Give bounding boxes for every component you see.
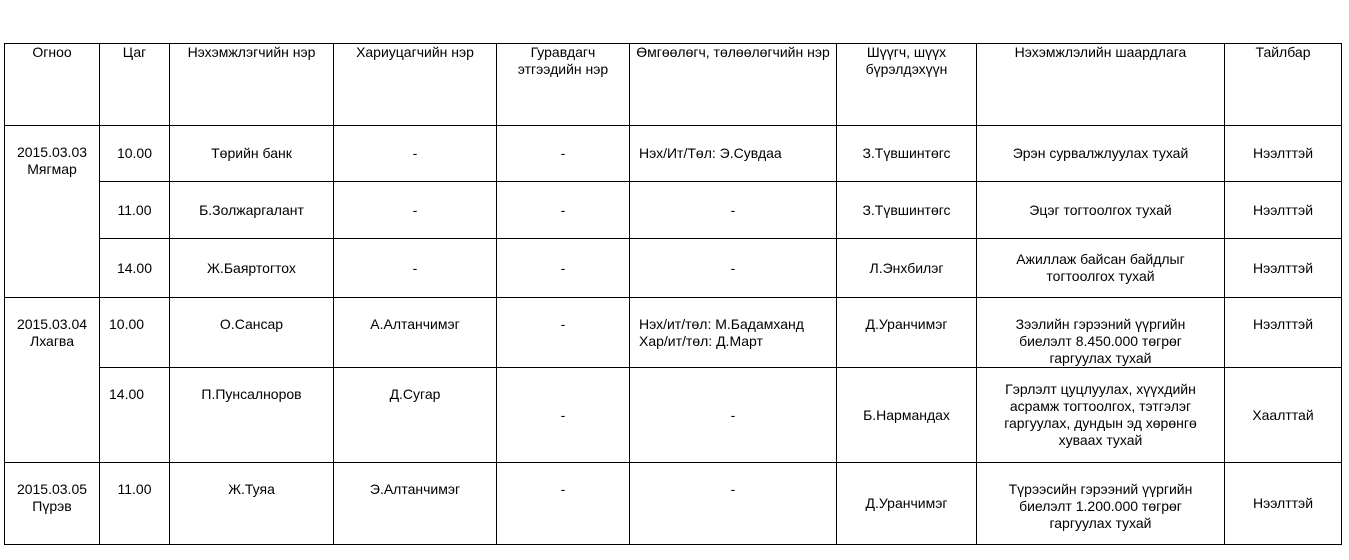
note-cell: Нээлттэй	[1225, 126, 1342, 182]
time-cell: 11.00	[100, 182, 170, 239]
judge-cell: Л.Энхбилэг	[837, 239, 977, 298]
time-cell: 10.00	[100, 298, 170, 368]
weekday-value: Пүрэв	[32, 498, 72, 514]
third-party-cell: -	[497, 298, 630, 368]
weekday-value: Лхагва	[30, 333, 74, 349]
plaintiff-cell: Ж.Туяа	[170, 463, 334, 545]
lawyer-cell: -	[630, 239, 837, 298]
time-cell: 10.00	[100, 126, 170, 182]
header-third-party: Гуравдагч этгээдийн нэр	[497, 44, 630, 126]
table-row	[5, 239, 1342, 298]
header-note: Тайлбар	[1225, 44, 1342, 126]
time-cell: 11.00	[100, 463, 170, 545]
date-value: 2015.03.05	[16, 481, 88, 497]
judge-cell: Д.Уранчимэг	[837, 463, 977, 545]
time-cell: 14.00	[100, 368, 170, 463]
claim-cell: Зээлийн гэрээний үүргийн биелэлт 8.450.000 төгрөг гаргуулах тухай	[977, 298, 1225, 368]
defendant-cell: -	[334, 239, 497, 298]
date-value: 2015.03.03	[16, 144, 88, 160]
note-cell: Нээлттэй	[1225, 298, 1342, 368]
defendant-cell: А.Алтанчимэг	[334, 298, 497, 368]
plaintiff-cell: П.Пунсалноров	[170, 368, 334, 463]
claim-cell: Эцэг тогтоолгох тухай	[977, 182, 1225, 239]
weekday-value: Мягмар	[27, 161, 77, 177]
table-row	[5, 368, 1342, 463]
header-row	[5, 44, 1342, 126]
defendant-cell: -	[334, 182, 497, 239]
note-cell: Нээлттэй	[1225, 239, 1342, 298]
court-schedule-table	[4, 43, 1342, 545]
header-lawyer: Өмгөөлөгч, төлөөлөгчийн нэр	[630, 44, 837, 126]
header-time: Цаг	[100, 44, 170, 126]
date-cell	[5, 126, 100, 298]
judge-cell: З.Түвшинтөгс	[837, 182, 977, 239]
table-row	[5, 298, 1342, 368]
header-date: Огноо	[5, 44, 100, 126]
table-row	[5, 463, 1342, 545]
plaintiff-cell: Төрийн банк	[170, 126, 334, 182]
claim-cell: Түрээсийн гэрээний үүргийн биелэлт 1.200.000 төгрөг гаргуулах тухай	[977, 463, 1225, 545]
lawyer-cell: -	[630, 368, 837, 463]
defendant-cell: Э.Алтанчимэг	[334, 463, 497, 545]
third-party-cell: -	[497, 368, 630, 463]
third-party-cell: -	[497, 239, 630, 298]
date-cell	[5, 298, 100, 463]
judge-cell: Б.Нармандах	[837, 368, 977, 463]
lawyer-cell: -	[630, 182, 837, 239]
claim-cell: Ажиллаж байсан байдлыг тогтоолгох тухай	[977, 239, 1225, 298]
header-defendant: Хариуцагчийн нэр	[334, 44, 497, 126]
lawyer-cell: Нэх/Ит/Төл: Э.Сувдаа	[630, 126, 837, 182]
note-cell: Нээлттэй	[1225, 182, 1342, 239]
lawyer-cell: -	[630, 463, 837, 545]
table-row	[5, 182, 1342, 239]
claim-cell: Гэрлэлт цуцлуулах, хүүхдийн асрамж тогтоолгох, тэтгэлэг гаргуулах, дундын эд хөрөнгө хуваах тухай	[977, 368, 1225, 463]
header-plaintiff: Нэхэмжлэгчийн нэр	[170, 44, 334, 126]
date-cell	[5, 463, 100, 545]
note-cell: Хаалттай	[1225, 368, 1342, 463]
defendant-cell: -	[334, 126, 497, 182]
table-row	[5, 126, 1342, 182]
plaintiff-cell: О.Сансар	[170, 298, 334, 368]
header-judge: Шүүгч, шүүх бүрэлдэхүүн	[837, 44, 977, 126]
judge-cell: Д.Уранчимэг	[837, 298, 977, 368]
third-party-cell: -	[497, 182, 630, 239]
date-value: 2015.03.04	[16, 316, 88, 332]
plaintiff-cell: Ж.Баяртогтох	[170, 239, 334, 298]
claim-cell: Эрэн сурвалжлуулах тухай	[977, 126, 1225, 182]
note-cell: Нээлттэй	[1225, 463, 1342, 545]
time-cell: 14.00	[100, 239, 170, 298]
third-party-cell: -	[497, 463, 630, 545]
judge-cell: З.Түвшинтөгс	[837, 126, 977, 182]
third-party-cell: -	[497, 126, 630, 182]
lawyer-cell: Нэх/ит/төл: М.Бадамханд Хар/ит/төл: Д.Март	[630, 298, 837, 368]
plaintiff-cell: Б.Золжаргалант	[170, 182, 334, 239]
header-claim: Нэхэмжлэлийн шаардлага	[977, 44, 1225, 126]
defendant-cell: Д.Сугар	[334, 368, 497, 463]
